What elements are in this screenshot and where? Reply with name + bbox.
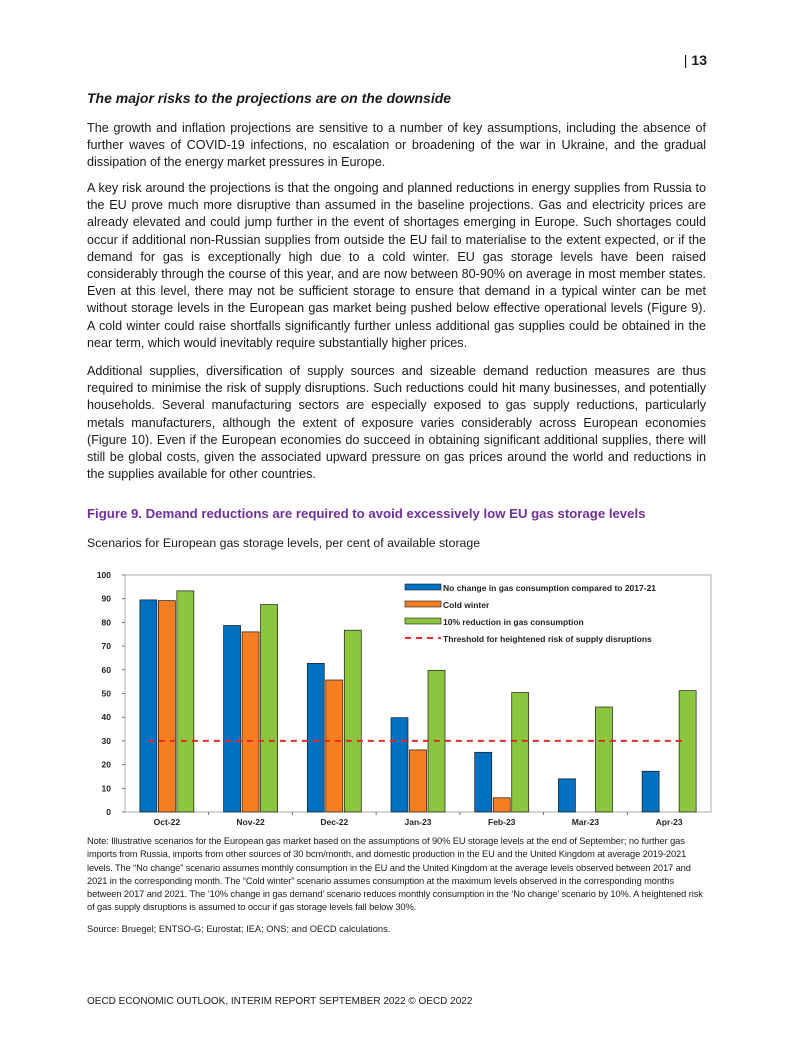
y-tick-label: 30 — [101, 735, 111, 746]
legend-label: Cold winter — [443, 600, 490, 610]
figure-title: Figure 9. Demand reductions are required to avoid excessively low EU gas storage levels — [87, 506, 646, 521]
legend-label: Threshold for heightened risk of supply disruptions — [443, 634, 652, 644]
bar-feb-23 — [475, 752, 492, 812]
x-tick-label: Nov-22 — [236, 817, 265, 827]
gas-storage-bar-chart — [87, 565, 712, 833]
y-tick-label: 50 — [101, 688, 111, 699]
x-tick-label: Mar-23 — [571, 817, 600, 827]
y-tick-label: 0 — [106, 807, 111, 817]
page-footer: OECD ECONOMIC OUTLOOK, INTERIM REPORT SEPTEMBER 2022 © OECD 2022 — [87, 996, 473, 1007]
bar-jan-23 — [410, 750, 427, 812]
bar-nov-22 — [261, 605, 278, 812]
figure-note: Note: Illustrative scenarios for the European gas market based on the assumptions of 90% EU storage levels at the end of September; no further gas imports from Russia, imports from other sources of 30 bcm/month, and domestic production in the EU and the United Kingdom at average 2019-2021 levels. The “No change” scenario assumes monthly consumption in the EU and the United Kingdom at the average levels observed between 2017 and 2021 in the corresponding month. The “Cold winter” scenario assumes consumption at the maximum levels observed in the corresponding months between 2017 and 2021. The ‘10% change in gas demand’ scenario reduces monthly consumption in the ‘No change’ scenario by 10%. A heightened risk of gas supply disruptions is assumed to occur if gas storage levels fall below 30%. — [87, 836, 703, 913]
y-tick-label: 60 — [101, 664, 111, 675]
bar-dec-22 — [326, 680, 343, 812]
bar-oct-22 — [177, 591, 194, 812]
y-tick-label: 80 — [101, 617, 111, 628]
paragraph-1: The growth and inflation projections are sensitive to a number of key assumptions, including the absence of further waves of COVID-19 infections, no escalation or broadening of the war in Ukraine, and the gradual dissipation of the energy market pressures in Europe. — [87, 121, 706, 170]
bar-dec-22 — [344, 630, 361, 812]
bar-dec-22 — [307, 663, 324, 812]
bar-apr-23 — [679, 691, 696, 812]
figure-subtitle: Scenarios for European gas storage levels, per cent of available storage — [87, 536, 481, 550]
x-tick-label: Dec-22 — [320, 817, 349, 827]
legend-label: No change in gas consumption compared to 2017-21 — [443, 583, 657, 593]
paragraph-3: Additional supplies, diversification of supply sources and sizeable demand reduction measures are thus required to minimise the risk of supply disruptions. Such reductions could hit many businesses, and potentially households. Several manufacturing sectors are especially exposed to gas supply reductions, particularly metals manufacturers, although the extent of exposure varies considerably across European economies (Figure 10). Even if the European economies do succeed in obtaining significant additional supplies, there will still be global costs, given the associated upward pressure on gas prices around the world and reductions in the supplies available for other countries. — [87, 364, 706, 482]
bar-nov-22 — [224, 625, 241, 812]
bar-mar-23 — [595, 707, 612, 812]
y-tick-label: 20 — [101, 759, 111, 770]
legend-label: 10% reduction in gas consumption — [443, 617, 584, 627]
page-number-value: 13 — [691, 52, 707, 68]
page-number — [684, 52, 707, 68]
y-tick-label: 10 — [101, 783, 111, 794]
y-tick-label: 70 — [101, 641, 111, 652]
legend-swatch — [405, 584, 441, 590]
bar-apr-23 — [642, 771, 659, 812]
x-tick-label: Feb-23 — [488, 817, 516, 827]
x-tick-label: Jan-23 — [404, 817, 432, 827]
figure-source: Source: Bruegel; ENTSO-G; Eurostat; IEA; ONS; and OECD calculations. — [87, 924, 391, 934]
legend-swatch — [405, 601, 441, 607]
bar-feb-23 — [493, 798, 510, 812]
bar-mar-23 — [558, 779, 575, 812]
bar-jan-23 — [391, 718, 408, 812]
bar-oct-22 — [158, 601, 175, 812]
y-tick-label: 100 — [96, 570, 111, 580]
y-tick-label: 40 — [101, 712, 111, 723]
x-tick-label: Oct-22 — [153, 817, 181, 827]
bar-nov-22 — [242, 632, 259, 812]
section-heading: The major risks to the projections are on the downside — [87, 90, 452, 106]
y-tick-label: 90 — [101, 593, 111, 604]
paragraph-2: A key risk around the projections is that the ongoing and planned reductions in energy supplies from Russia to the EU prove much more disruptive than assumed in the baseline projections. Gas and electricity prices are already elevated and could jump further in the event of shortages emerging in Europe. Such shortages could occur if additional non-Russian supplies from outside the EU fail to materialise to the extent expected, or if the demand for gas is exceptionally high due to a cold winter. EU gas storage levels have been raised considerably through the course of this year, and are now between 80-90% on average in most member states. Even at this level, there may not be sufficient storage to ensure that demand in a typical winter can be met without storage levels in the European gas market being pushed below effective operational levels (Figure 9). A cold winter could raise shortfalls significantly further unless additional gas supplies could be obtained in the near term, which would inevitably require substantially higher prices. — [87, 181, 706, 350]
bar-feb-23 — [512, 693, 529, 812]
x-tick-label: Apr-23 — [655, 817, 683, 827]
bar-oct-22 — [140, 600, 157, 812]
page-number-separator: | — [683, 52, 688, 68]
legend-swatch — [405, 618, 441, 624]
